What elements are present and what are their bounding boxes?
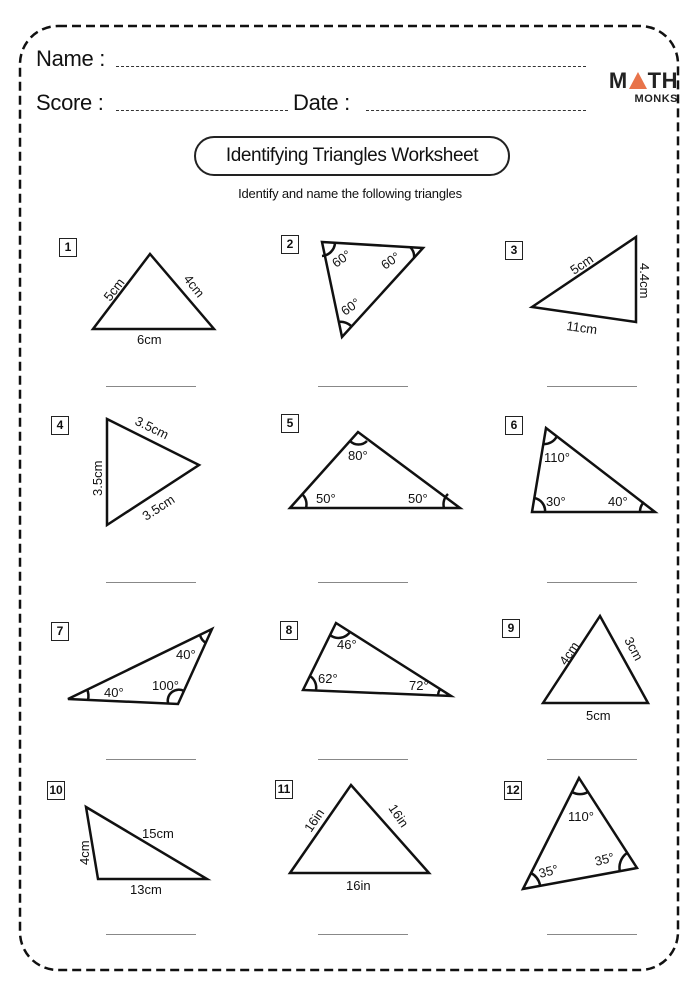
label-8-b: 62° xyxy=(318,671,338,686)
label-10-b: 15cm xyxy=(142,826,174,841)
triangle-7 xyxy=(68,629,212,704)
problem-number-11: 11 xyxy=(275,780,293,799)
problem-number-12: 12 xyxy=(504,781,522,800)
label-2-c: 60° xyxy=(338,294,363,319)
logo-text-monks: MONKS xyxy=(634,93,678,105)
label-12-a: 110° xyxy=(568,809,594,824)
problem-number-4: 4 xyxy=(51,416,69,435)
label-9-a: 4cm xyxy=(556,638,583,668)
instructions: Identify and name the following triangles xyxy=(238,186,462,201)
logo-text-m: M xyxy=(608,68,628,93)
triangle-3 xyxy=(532,237,636,322)
problem-number-5: 5 xyxy=(281,414,299,433)
label-1-c: 6cm xyxy=(137,332,162,347)
problem-number-6: 6 xyxy=(505,416,523,435)
label-9-c: 5cm xyxy=(586,708,611,723)
label-12-c: 35° xyxy=(593,849,616,869)
label-4-c: 3.5cm xyxy=(139,491,178,524)
name-label: Name : xyxy=(36,46,106,71)
label-11-a: 16in xyxy=(301,805,328,835)
label-8-a: 46° xyxy=(337,637,357,652)
label-7-b: 40° xyxy=(176,647,196,662)
label-4-b: 3.5cm xyxy=(90,460,105,496)
worksheet-title-text: Identifying Triangles Worksheet xyxy=(225,145,479,166)
problem-number-2: 2 xyxy=(281,235,299,254)
problem-number-7: 7 xyxy=(51,622,69,641)
problem-number-1: 1 xyxy=(59,238,77,257)
label-10-a: 4cm xyxy=(77,840,92,865)
label-7-c: 100° xyxy=(152,678,179,693)
label-11-b: 16in xyxy=(385,801,412,831)
label-3-b: 4.4cm xyxy=(637,263,652,299)
label-6-c: 40° xyxy=(608,494,628,509)
label-5-c: 50° xyxy=(408,491,428,506)
label-1-b: 4cm xyxy=(180,271,208,301)
date-label: Date : xyxy=(293,90,350,115)
label-1-a: 5cm xyxy=(100,275,128,304)
triangle-10 xyxy=(86,807,207,879)
label-4-a: 3.5cm xyxy=(132,413,172,443)
problem-number-9: 9 xyxy=(502,619,520,638)
score-label: Score : xyxy=(36,90,104,115)
label-2-a: 60° xyxy=(329,246,354,271)
label-9-b: 3cm xyxy=(621,634,647,664)
label-7-a: 40° xyxy=(104,685,124,700)
logo-text-th: TH xyxy=(647,68,678,93)
label-10-c: 13cm xyxy=(130,882,162,897)
label-5-b: 50° xyxy=(316,491,336,506)
label-6-b: 30° xyxy=(546,494,566,509)
problem-number-3: 3 xyxy=(505,241,523,260)
label-3-c: 11cm xyxy=(565,318,599,338)
label-8-c: 72° xyxy=(409,678,429,693)
problem-number-8: 8 xyxy=(280,621,298,640)
label-5-a: 80° xyxy=(348,448,368,463)
label-6-a: 110° xyxy=(544,450,570,465)
label-11-c: 16in xyxy=(346,878,371,893)
label-12-b: 35° xyxy=(537,861,560,881)
problem-number-10: 10 xyxy=(47,781,65,800)
label-2-b: 60° xyxy=(378,248,403,273)
label-3-a: 5cm xyxy=(567,251,597,278)
